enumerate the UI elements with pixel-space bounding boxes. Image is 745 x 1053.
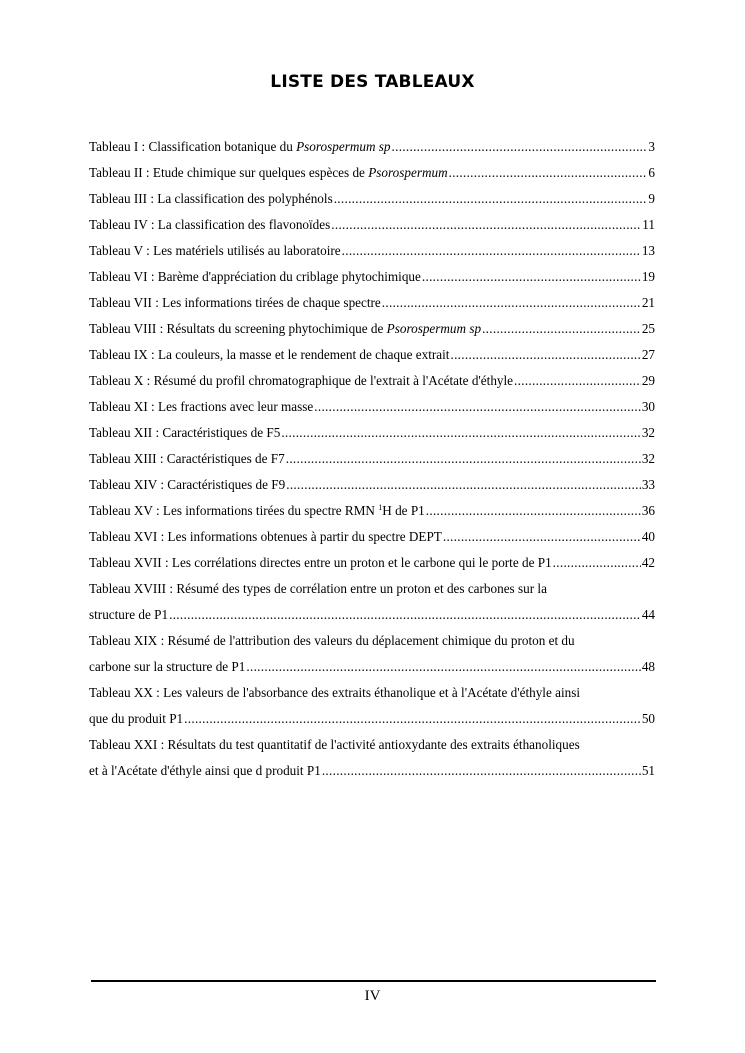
toc-entry-title [89,394,313,420]
toc-leader-dots [334,186,648,212]
toc-entry-title [89,186,333,212]
toc-page-number: 33 [641,477,655,492]
toc-page-number: 19 [641,269,655,284]
toc-entry-title [89,264,421,290]
toc-leader-dots [331,212,641,238]
toc-entry-title [89,160,448,186]
toc-page-number: 44 [641,607,655,622]
toc-page-number: 50 [641,711,655,726]
toc-entry[interactable] [89,342,655,368]
toc-entry-text: Tableau VIII : Résultats du screening phytochimique de [89,321,387,336]
toc-entry-title [89,212,330,238]
page-title: LISTE DES TABLEAUX [270,72,475,92]
toc-entry[interactable] [89,316,655,342]
toc-entry[interactable] [89,654,655,680]
toc-entry-first-line: Tableau XIX : Résumé de l'attribution des valeurs du déplacement chimique du proton et du [89,633,575,648]
toc-leader-dots [514,368,641,394]
toc-entry[interactable] [89,472,655,498]
toc-entry-text: Tableau I : Classification botanique du [89,139,297,154]
toc-leader-dots [422,264,641,290]
toc-entry-title [89,238,341,264]
toc-entry-text: Tableau IV : La classification des flavonoïdes [89,217,331,232]
toc-entry-title [89,654,245,680]
toc-page-number: 3 [648,139,655,154]
toc-entry[interactable] [89,758,655,784]
toc-leader-dots [553,550,641,576]
toc-entry-text: Tableau XV : Les informations tirées du spectre RMN [89,503,379,518]
toc-entry-text: carbone sur la structure de P1 [89,659,246,674]
toc-entry-title [89,134,391,160]
toc-leader-dots [342,238,641,264]
toc-entry-title [89,446,285,472]
toc-leader-dots [449,160,648,186]
toc-entry-text: Tableau V : Les matériels utilisés au laboratoire [89,243,341,258]
toc-entry-title [89,498,425,524]
toc-entry-species-name: Psorospermum sp [296,139,391,154]
toc-entry-species-name: Psorospermum sp [386,321,482,336]
toc-leader-dots [482,316,641,342]
toc-page-number: 48 [641,659,655,674]
toc-page-number: 32 [641,425,655,440]
toc-entry-title [89,342,449,368]
toc-page-number: 40 [641,529,655,544]
toc-leader-dots [382,290,641,316]
toc-page-number: 25 [641,321,655,336]
toc-entry[interactable] [89,212,655,238]
table-of-contents [89,134,655,784]
toc-leader-dots [392,134,648,160]
toc-page-number: 9 [648,191,655,206]
toc-leader-dots [169,602,641,628]
toc-leader-dots [281,420,640,446]
toc-page-number: 51 [641,763,655,778]
toc-entry[interactable] [89,290,655,316]
toc-entry-text: Tableau IX : La couleurs, la masse et le rendement de chaque extrait [89,347,450,362]
toc-entry-first-line: Tableau XXI : Résultats du test quantitatif de l'activité antioxydante des extraits éthanoliques [89,737,580,752]
toc-entry-text: Tableau XIII : Caractéristiques de F7 [89,451,285,466]
toc-entry-title [89,550,552,576]
toc-leader-dots [286,446,641,472]
toc-leader-dots [443,524,641,550]
toc-entry-text: que du produit P1 [89,711,184,726]
toc-entry-text: Tableau VI : Barème d'appréciation du criblage phytochimique [89,269,421,284]
toc-entry-text: Tableau XVII : Les corrélations directes entre un proton et le carbone qui le porte de P1 [89,555,552,570]
toc-page-number: 29 [641,373,655,388]
toc-leader-dots [314,394,641,420]
toc-entry-title [89,368,513,394]
toc-entry-title [89,524,442,550]
toc-entry-text: structure de P1 [89,607,169,622]
toc-page-number: 13 [641,243,655,258]
toc-entry[interactable] [89,550,655,576]
toc-entry[interactable] [89,134,655,160]
toc-entry[interactable] [89,420,655,446]
toc-entry-text: Tableau XIV : Caractéristiques de F9 [89,477,286,492]
toc-page-number: 27 [641,347,655,362]
toc-entry[interactable] [89,186,655,212]
toc-entry[interactable] [89,394,655,420]
toc-entry-species-name: Psorospermum [368,165,448,180]
toc-entry[interactable] [89,602,655,628]
toc-page-number: 11 [642,217,655,232]
toc-entry[interactable] [89,238,655,264]
footer-divider [91,980,656,982]
toc-page-number: 30 [641,399,655,414]
toc-leader-dots [286,472,641,498]
toc-entry-text: Tableau XI : Les fractions avec leur masse [89,399,314,414]
toc-entry-title [89,758,321,784]
toc-leader-dots [426,498,641,524]
toc-entry[interactable] [89,446,655,472]
toc-entry-title [89,290,381,316]
toc-entry[interactable] [89,264,655,290]
toc-page-number: 21 [641,295,655,310]
toc-leader-dots [450,342,640,368]
toc-entry-title [89,420,280,446]
toc-page-number: 32 [641,451,655,466]
toc-entry[interactable] [89,706,655,732]
toc-entry[interactable] [89,498,655,524]
toc-page-number: 6 [648,165,655,180]
toc-leader-dots [322,758,641,784]
toc-page-number: 42 [641,555,655,570]
toc-entry-title [89,602,168,628]
toc-entry-text: Tableau II : Etude chimique sur quelques espèces de [89,165,369,180]
toc-entry-text: Tableau XII : Caractéristiques de F5 [89,425,281,440]
toc-entry[interactable] [89,368,655,394]
toc-entry[interactable] [89,524,655,550]
toc-entry-title [89,706,183,732]
toc-entry-first-line: Tableau XX : Les valeurs de l'absorbance des extraits éthanolique et à l'Acétate d'éthyle ainsi [89,685,581,700]
toc-entry-superscript: 1 [378,503,383,512]
toc-entry-title [89,472,285,498]
toc-leader-dots [246,654,640,680]
toc-entry-title [89,316,481,342]
toc-leader-dots [184,706,641,732]
toc-entry-text-suffix: H de P1 [382,503,425,518]
toc-entry-text: Tableau VII : Les informations tirées de chaque spectre [89,295,381,310]
toc-entry-first-line: Tableau XVIII : Résumé des types de corrélation entre un proton et des carbones sur la [89,581,547,596]
toc-entry-text: Tableau III : La classification des polyphénols [89,191,333,206]
toc-entry-text: Tableau XVI : Les informations obtenues à partir du spectre DEPT [89,529,442,544]
toc-entry[interactable] [89,160,655,186]
page-number: IV [364,988,381,1004]
toc-page-number: 36 [641,503,655,518]
toc-entry-text: et à l'Acétate d'éthyle ainsi que d produit P1 [89,763,321,778]
toc-entry-text: Tableau X : Résumé du profil chromatographique de l'extrait à l'Acétate d'éthyle [89,373,514,388]
